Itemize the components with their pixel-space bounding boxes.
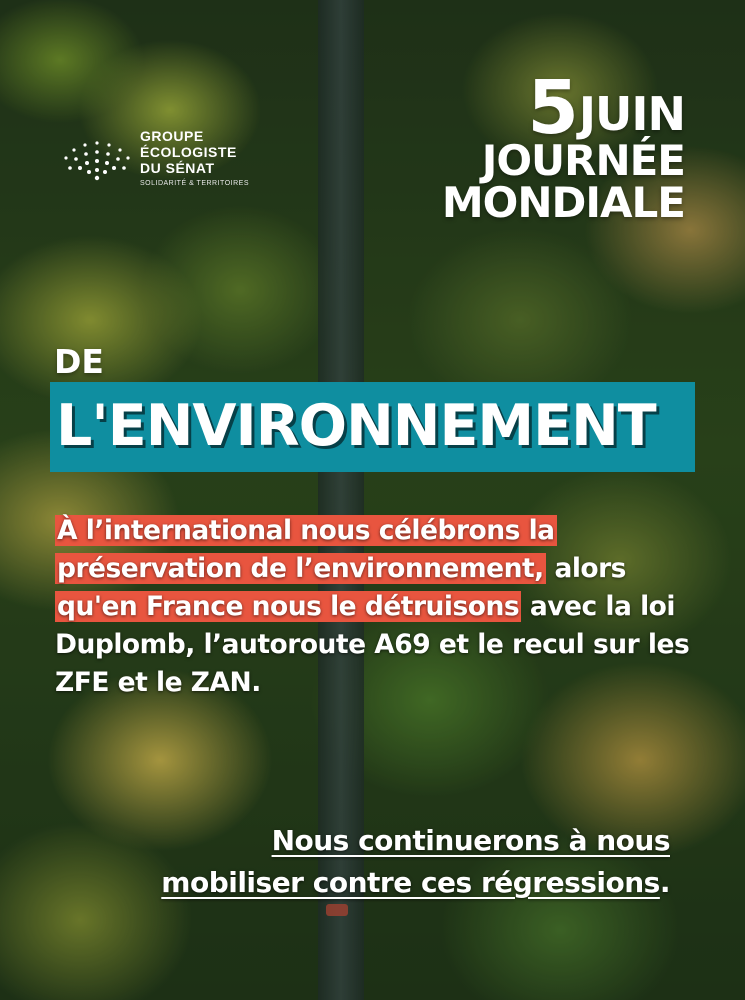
title-prefix: DE	[54, 342, 104, 381]
cta-period: .	[659, 866, 670, 899]
date-line-mondiale: MONDIALE	[441, 178, 685, 227]
cta-line-1: Nous continuerons à nous	[271, 824, 670, 857]
date-line-journee: JOURNÉE	[481, 136, 685, 185]
date-day: 5	[527, 65, 577, 151]
hemicycle-dots-icon	[62, 128, 132, 188]
call-to-action	[70, 820, 670, 904]
body-text-2: avec la loi Duplomb, l’autoroute A69 et le recul sur les ZFE et le ZAN.	[55, 591, 690, 698]
body-highlight-1: À l’international nous célébrons la préservation de l’environnement,	[57, 515, 555, 584]
logo-subline: SOLIDARITÉ & TERRITOIRES	[140, 180, 249, 187]
body-highlight-2: qu'en France nous le détruisons	[57, 591, 520, 622]
cta-line-2: mobiliser contre ces régressions	[161, 866, 660, 899]
body-paragraph	[55, 512, 695, 702]
date-heading	[441, 65, 685, 227]
title-main: L'ENVIRONNEMENT	[56, 393, 656, 459]
logo-line-3: DU SÉNAT	[140, 160, 215, 176]
date-row	[442, 65, 685, 151]
logo-line-1: GROUPE	[140, 128, 204, 144]
date-month: JUIN	[578, 87, 685, 141]
logo-wordmark	[140, 128, 237, 176]
logo-line-2: ÉCOLOGISTE	[140, 144, 237, 160]
body-text-1: alors	[545, 553, 626, 584]
